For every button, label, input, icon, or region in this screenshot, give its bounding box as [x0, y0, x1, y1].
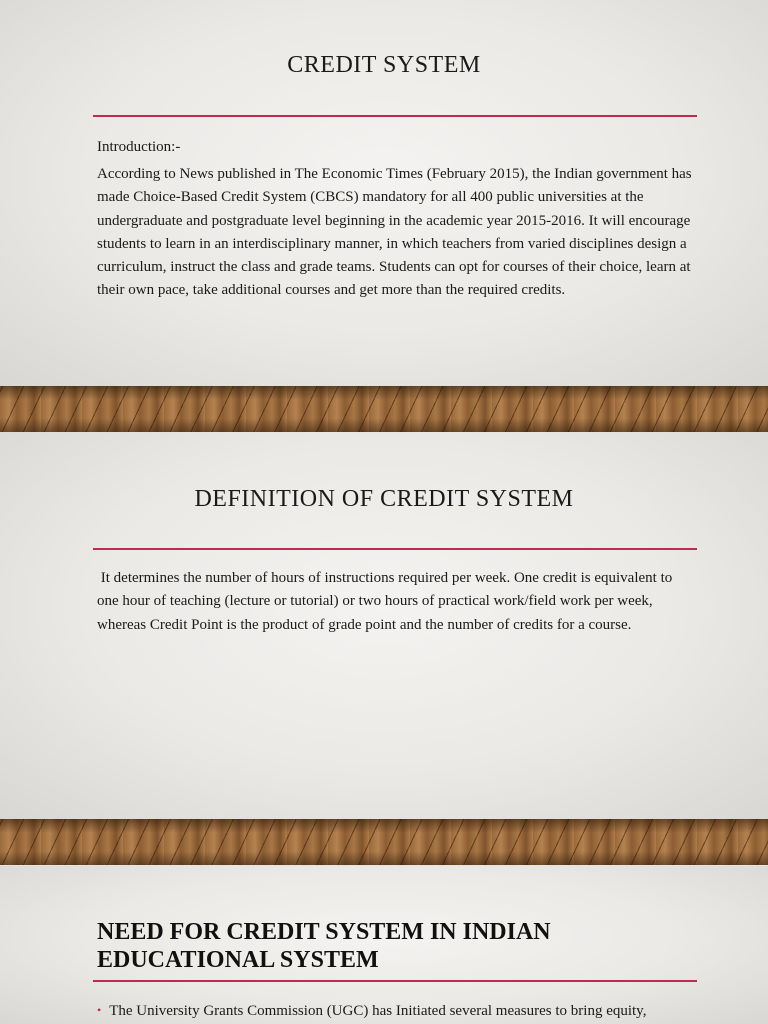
- title-divider: [93, 115, 697, 117]
- slide-definition: [0, 432, 768, 819]
- wood-floor-divider: [0, 386, 768, 432]
- title-divider: [93, 980, 697, 982]
- intro-paragraph: According to News published in The Economic Times (February 2015), the Indian government has made Choice-Based Credit System (CBCS) mandatory for all 400 public universities at the undergraduate and postgraduate level beginning in the academic year 2015-2016. It will encourage students to learn in an interdisciplinary manner, in which teachers from varied disciplines design a curriculum, instruct the class and grade teams. Students can opt for courses of their choice, learn at their own pace, take additional courses and get more than the required credits.: [97, 166, 692, 299]
- bullet-item: [97, 1000, 697, 1023]
- slide-need: [0, 866, 768, 1024]
- slide-credit-system: [0, 0, 768, 386]
- bullet-icon: •: [97, 1003, 102, 1017]
- slide-title: DEFINITION OF CREDIT SYSTEM: [194, 486, 574, 512]
- intro-label: Introduction:-: [97, 139, 181, 155]
- slide-title: CREDIT SYSTEM: [287, 52, 481, 78]
- definition-paragraph: It determines the number of hours of instructions required per week. One credit is equivalent to one hour of teaching (lecture or tutorial) or two hours of practical work/field work per week, whereas Credit Point is the product of grade point and the number of credits for a course.: [97, 570, 676, 633]
- wood-floor-divider: [0, 819, 768, 865]
- title-divider: [93, 548, 697, 550]
- slide-title: NEED FOR CREDIT SYSTEM IN INDIAN EDUCATIONAL SYSTEM: [97, 919, 551, 973]
- bullet-text: The University Grants Commission (UGC) has Initiated several measures to bring equity,: [109, 1003, 647, 1019]
